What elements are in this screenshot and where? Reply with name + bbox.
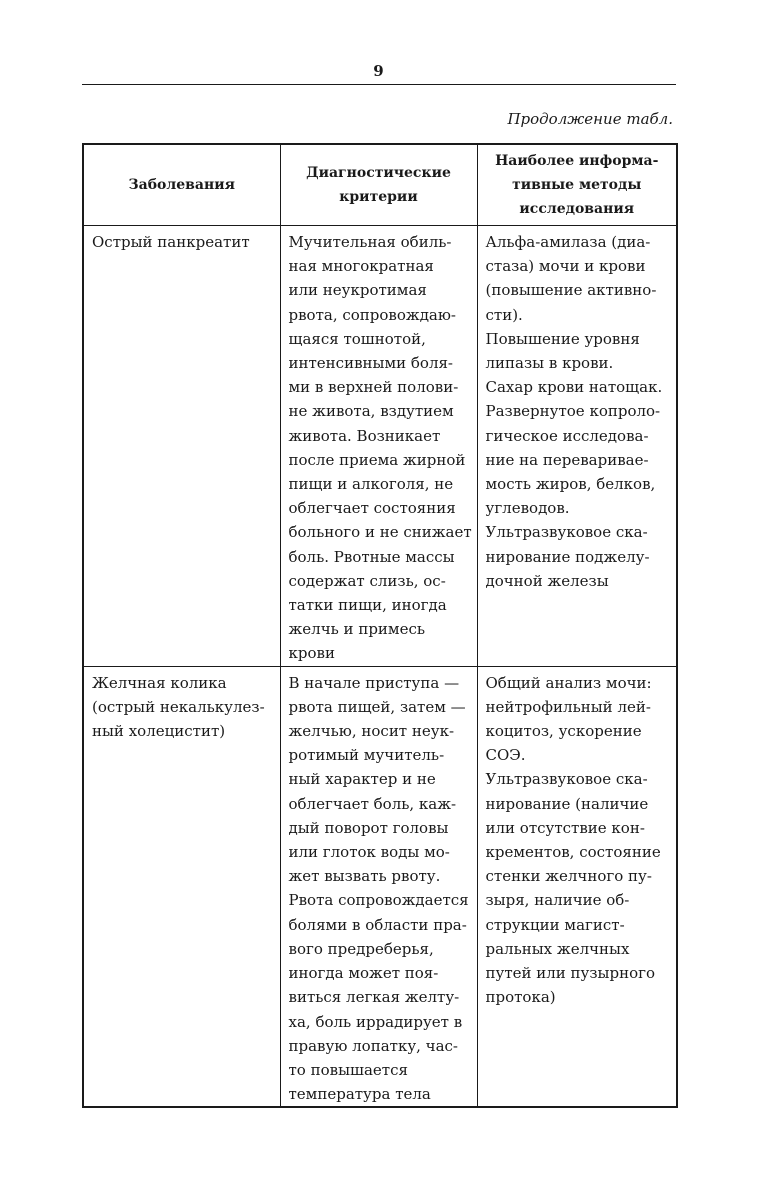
text-line: температура тела — [288, 1085, 431, 1104]
text-line: Диагностические — [306, 165, 451, 181]
text-line: или отсутствие кон- — [485, 818, 645, 837]
text-line: ха, боль иррадирует в — [288, 1012, 463, 1031]
text-line: или неукротимая — [288, 281, 427, 300]
text-line: путей или пузырного — [485, 964, 656, 983]
text-line: тивные методы — [512, 177, 642, 193]
text-line: нирование поджелу- — [485, 547, 650, 566]
cell-criteria — [280, 666, 477, 1107]
text-line: Альфа-амилаза (диа- — [485, 233, 651, 251]
text-line: интенсивными боля- — [288, 354, 454, 373]
text-line: жет вызвать рвоту. — [288, 867, 441, 886]
text-line: Повышение уровня — [485, 329, 640, 348]
text-line: крементов, состояние — [485, 843, 661, 862]
text-line: ная многократная — [288, 257, 434, 276]
text-line: струкции магист- — [485, 915, 625, 934]
text-line: ние на перевариваe- — [485, 450, 649, 469]
text-line: зыря, наличие об- — [485, 891, 630, 910]
text-line: облегчает состояния — [288, 499, 456, 518]
text-line: стаза) мочи и крови — [485, 257, 646, 276]
text-line: ный холецистит) — [92, 722, 226, 741]
page-number: 9 — [373, 62, 384, 80]
text-line: гическое исследова- — [485, 426, 649, 445]
text-line: нейтрофильный лей- — [485, 697, 651, 716]
text-line: ный характер и не — [288, 770, 436, 789]
text-line: крови — [288, 644, 335, 663]
cell-criteria — [280, 226, 477, 667]
text-line: живота. Возникает — [288, 426, 441, 445]
text-line: или глоток воды мо- — [288, 843, 450, 862]
text-line: желчью, носит неук- — [288, 722, 455, 741]
text-line: стенки желчного пу- — [485, 867, 652, 886]
text-line: мость жиров, белков, — [485, 475, 656, 494]
cell-methods — [477, 666, 677, 1107]
header-informative-methods — [477, 144, 677, 226]
text-line: критерии — [339, 189, 418, 205]
cell-methods — [477, 226, 677, 667]
text-line: Заболевания — [128, 177, 235, 193]
text-line: Ультразвуковое ска- — [485, 770, 648, 789]
text-line: боль. Рвотные массы — [288, 547, 455, 566]
table-row — [83, 226, 677, 667]
text-line: коцитоз, ускорение — [485, 722, 642, 741]
text-line: татки пищи, иногда — [288, 596, 447, 615]
text-line: Развернутое копроло- — [485, 402, 661, 421]
text-line: (острый некалькулез- — [92, 697, 265, 716]
text-line: виться легкая желту- — [288, 988, 460, 1007]
text-line: то повышается — [288, 1060, 408, 1079]
text-line: липазы в крови. — [485, 354, 614, 373]
cell-disease — [83, 666, 280, 1107]
text-line: пищи и алкоголя, не — [288, 475, 454, 494]
cell-disease — [83, 226, 280, 667]
text-line: иногда может поя- — [288, 964, 439, 983]
text-line: рвота, сопровождаю- — [288, 305, 456, 324]
table-header-row — [83, 144, 677, 226]
text-line: правую лопатку, час- — [288, 1036, 459, 1055]
text-line: ми в верхней полови- — [288, 378, 459, 397]
text-line: болями в области пра- — [288, 915, 467, 934]
text-line: Ультразвуковое ска- — [485, 523, 648, 542]
table-continuation-caption: Продолжение табл. — [507, 110, 673, 128]
text-line: (повышение активно- — [485, 281, 657, 300]
table-row — [83, 666, 677, 1107]
text-line: нирование (наличие — [485, 794, 649, 813]
text-line: содержат слизь, ос- — [288, 571, 446, 590]
text-line: сти). — [485, 305, 523, 324]
text-line: Наиболее информа- — [495, 153, 659, 169]
text-line: исследования — [519, 201, 635, 217]
text-line: рвота пищей, затем — — [288, 697, 466, 716]
text-line: Рвота сопровождается — [288, 891, 469, 910]
text-line: желчь и примесь — [288, 620, 426, 639]
text-line: щаяся тошнотой, — [288, 329, 426, 348]
text-line: В начале приступа — — [288, 673, 460, 692]
text-line: углеводов. — [485, 499, 570, 518]
text-line: Мучительная обиль- — [288, 233, 452, 251]
text-line: Острый панкреатит — [92, 233, 250, 251]
text-line: ротимый мучитель- — [288, 746, 445, 765]
text-line: вого предреберья, — [288, 939, 434, 958]
text-line: дочной железы — [485, 571, 609, 590]
text-line: облегчает боль, каж- — [288, 794, 457, 813]
diagnostics-table — [82, 143, 678, 1108]
header-diagnostic-criteria — [280, 144, 477, 226]
text-line: протока) — [485, 988, 556, 1007]
text-line: Желчная колика — [92, 673, 227, 692]
text-line: ральных желчных — [485, 939, 630, 958]
header-diseases — [83, 144, 280, 226]
text-line: СОЭ. — [485, 746, 526, 765]
text-line: Сахар крови натощак. — [485, 378, 663, 397]
text-line: больного и не снижает — [288, 523, 472, 542]
text-line: не живота, вздутием — [288, 402, 454, 421]
header-rule — [82, 84, 676, 85]
text-line: после приема жирной — [288, 450, 466, 469]
text-line: Общий анализ мочи: — [485, 673, 652, 692]
text-line: дый поворот головы — [288, 818, 449, 837]
